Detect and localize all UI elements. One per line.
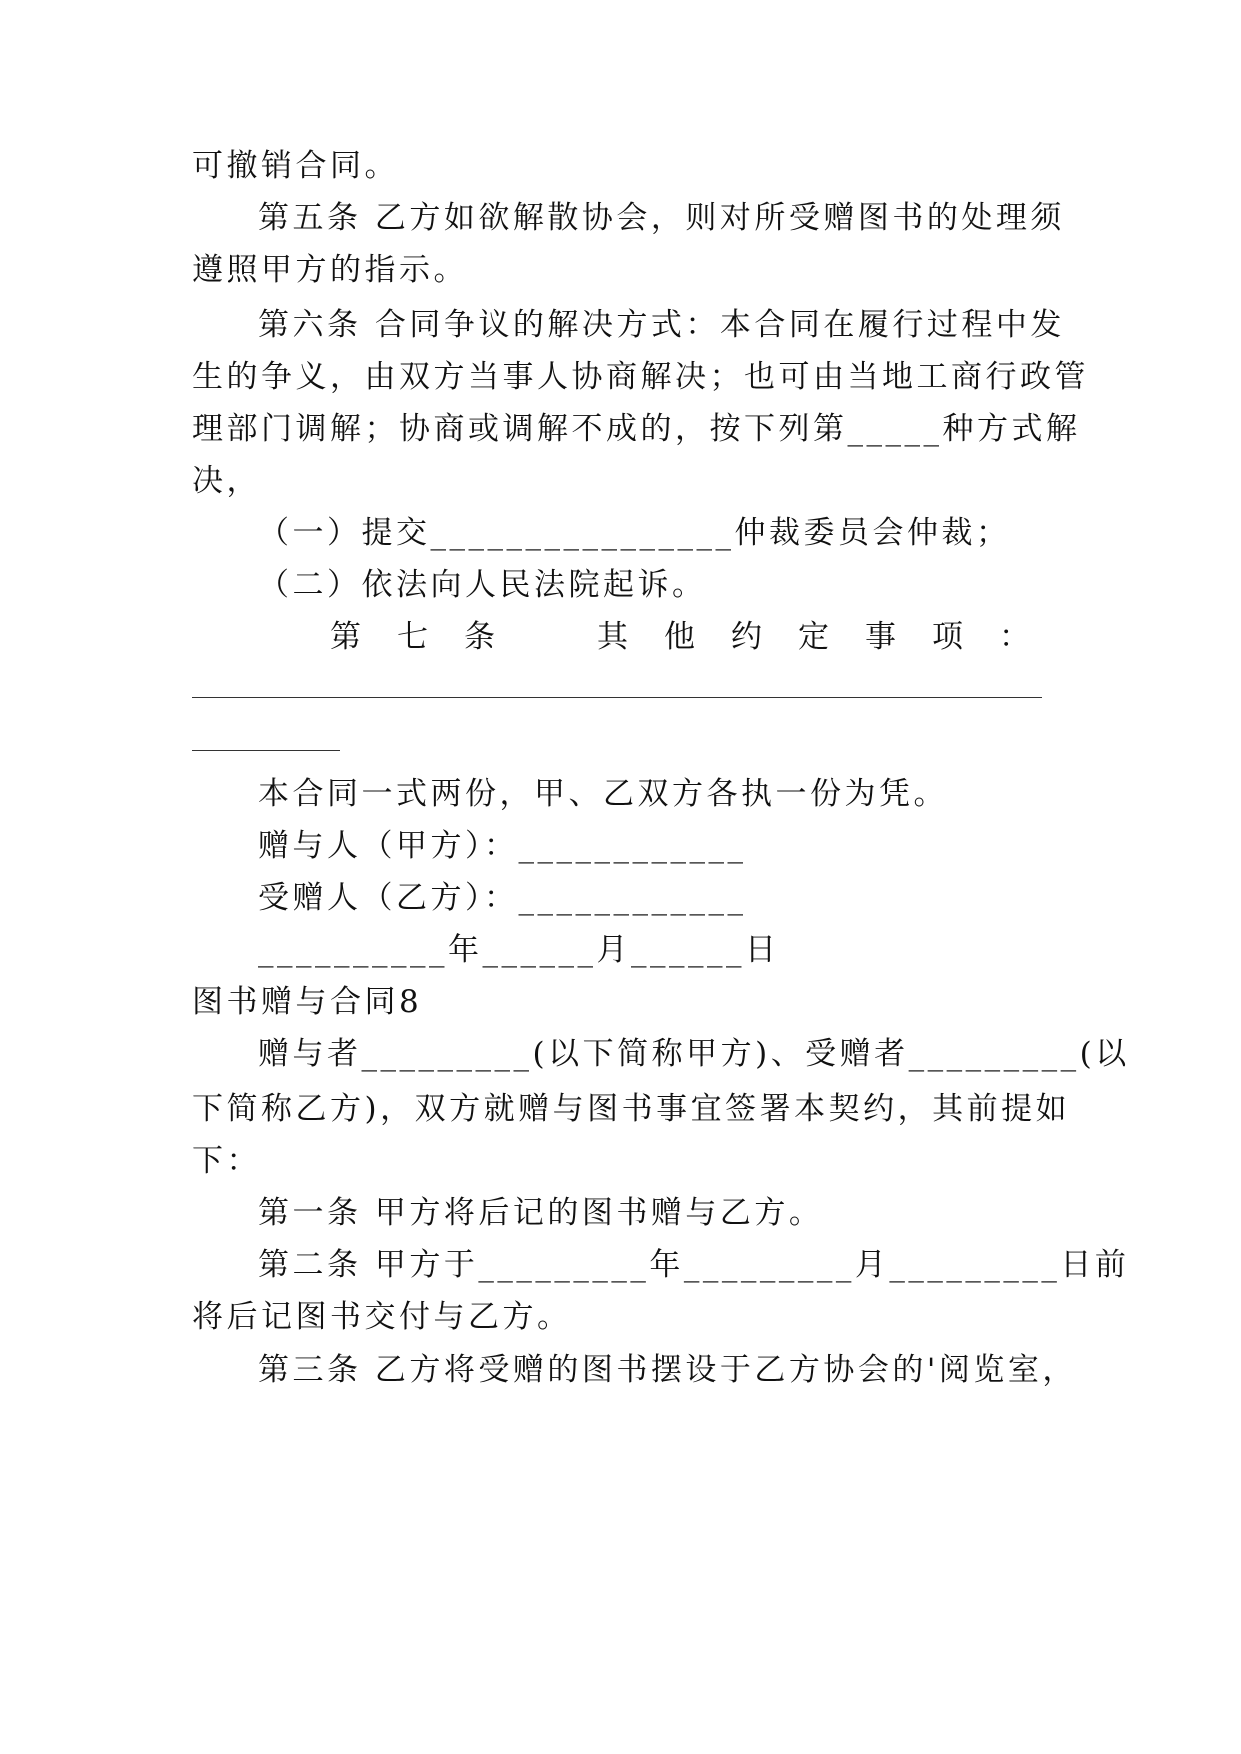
paragraph-line: 生的争义，由双方当事人协商解决；也可由当地工商行政管 bbox=[192, 359, 1089, 395]
article-7-char: 他 bbox=[664, 619, 695, 655]
article-3-line: 第三条 乙方将受赠的图书摆设于乙方协会的'阅览室， bbox=[258, 1352, 1077, 1388]
blank-fill-line bbox=[192, 697, 1042, 698]
article-6-line: 第六条 合同争议的解决方式：本合同在履行过程中发 bbox=[258, 307, 1065, 343]
date-line: __________年______月______日 bbox=[258, 932, 780, 968]
article-7-char: 第 bbox=[330, 619, 361, 655]
spacer bbox=[531, 617, 561, 657]
article-7-char: ： bbox=[999, 619, 1030, 655]
paragraph-line: 理部门调解；协商或调解不成的，按下列第_____种方式解 bbox=[192, 411, 1081, 447]
recipient-signature-line: 受赠人（乙方）：____________ bbox=[258, 880, 747, 916]
paragraph-line: 遵照甲方的指示。 bbox=[192, 252, 468, 288]
article-7-char: 七 bbox=[397, 619, 428, 655]
section-title: 图书赠与合同8 bbox=[192, 984, 423, 1020]
paragraph-line: 可撤销合同。 bbox=[192, 148, 399, 184]
article-1-line: 第一条 甲方将后记的图书赠与乙方。 bbox=[258, 1195, 824, 1231]
article-5-line: 第五条 乙方如欲解散协会，则对所受赠图书的处理须 bbox=[258, 200, 1065, 236]
paragraph-line: 决， bbox=[192, 463, 261, 499]
paragraph-line: 将后记图书交付与乙方。 bbox=[192, 1299, 572, 1335]
article-7-char: 条 bbox=[464, 619, 495, 655]
preamble-line: 赠与者_________(以下简称甲方)、受赠者_________(以 bbox=[258, 1036, 1130, 1072]
article-7-char: 定 bbox=[798, 619, 829, 655]
option-2-line: （二）依法向人民法院起诉。 bbox=[258, 567, 707, 603]
article-7-char: 其 bbox=[597, 619, 628, 655]
preamble-line: 下简称乙方)，双方就赠与图书事宜签署本契约，其前提如 bbox=[192, 1091, 1071, 1127]
article-2-line: 第二条 甲方于_________年_________月_________日前 bbox=[258, 1247, 1130, 1283]
copies-line: 本合同一式两份，甲、乙双方各执一份为凭。 bbox=[258, 776, 948, 812]
article-7-heading bbox=[330, 617, 1030, 657]
option-1-line: （一）提交________________仲裁委员会仲裁； bbox=[258, 515, 1011, 551]
article-7-char: 项 bbox=[932, 619, 963, 655]
blank-fill-line bbox=[192, 750, 340, 751]
preamble-line: 下： bbox=[192, 1143, 261, 1179]
article-7-char: 约 bbox=[731, 619, 762, 655]
article-7-char: 事 bbox=[865, 619, 896, 655]
donor-signature-line: 赠与人（甲方）：____________ bbox=[258, 828, 747, 864]
